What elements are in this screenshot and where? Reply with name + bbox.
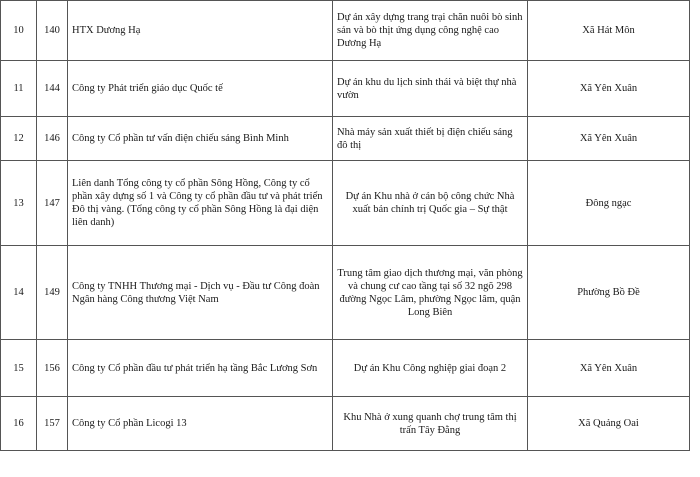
row-number: 16: [1, 397, 37, 451]
project-name: Dự án xây dựng trang trại chăn nuôi bò sinh sản và bò thịt ứng dụng công nghệ cao Dương Hạ: [333, 1, 528, 61]
table-row: [1, 340, 690, 397]
investor-name: Công ty Cổ phần Licogi 13: [68, 397, 333, 451]
project-location: Xã Yên Xuân: [528, 340, 690, 397]
row-number: 11: [1, 61, 37, 117]
investor-name: Công ty Cổ phần tư vấn điện chiếu sáng Bình Minh: [68, 117, 333, 161]
project-code: 146: [37, 117, 68, 161]
project-code: 156: [37, 340, 68, 397]
investor-name: Liên danh Tổng công ty cổ phần Sông Hồng, Công ty cổ phần xây dựng số 1 và Công ty cổ phần đầu tư và phát triển Đô thị vàng. (Tổng công ty cổ phần Sông Hồng là đại diện liên danh): [68, 161, 333, 246]
row-number: 12: [1, 117, 37, 161]
project-name: Dự án khu du lịch sinh thái và biệt thự nhà vườn: [333, 61, 528, 117]
table-row: [1, 117, 690, 161]
investor-name: Công ty Cổ phần đầu tư phát triển hạ tầng Bắc Lương Sơn: [68, 340, 333, 397]
table-row: [1, 1, 690, 61]
project-code: 157: [37, 397, 68, 451]
row-number: 14: [1, 246, 37, 340]
table-row: [1, 161, 690, 246]
investor-name: HTX Dương Hạ: [68, 1, 333, 61]
project-code: 140: [37, 1, 68, 61]
project-name: Trung tâm giao dịch thương mại, văn phòng và chung cư cao tầng tại số 32 ngõ 298 đường Ngọc Lâm, phường Ngọc lâm, quận Long Biên: [333, 246, 528, 340]
project-name: Dự án Khu nhà ở cán bộ công chức Nhà xuất bản chính trị Quốc gia – Sự thật: [333, 161, 528, 246]
project-code: 149: [37, 246, 68, 340]
row-number: 13: [1, 161, 37, 246]
project-code: 144: [37, 61, 68, 117]
row-number: 10: [1, 1, 37, 61]
project-name: Dự án Khu Công nghiệp giai đoạn 2: [333, 340, 528, 397]
project-location: Xã Hát Môn: [528, 1, 690, 61]
investor-name: Công ty TNHH Thương mại - Dịch vụ - Đầu tư Công đoàn Ngân hàng Công thương Việt Nam: [68, 246, 333, 340]
table-row: [1, 397, 690, 451]
project-location: Xã Quảng Oai: [528, 397, 690, 451]
table-row: [1, 61, 690, 117]
project-location: Xã Yên Xuân: [528, 61, 690, 117]
project-name: Nhà máy sản xuất thiết bị điện chiếu sáng đô thị: [333, 117, 528, 161]
investor-name: Công ty Phát triển giáo dục Quốc tế: [68, 61, 333, 117]
row-number: 15: [1, 340, 37, 397]
project-name: Khu Nhà ở xung quanh chợ trung tâm thị trấn Tây Đằng: [333, 397, 528, 451]
project-location: Đông ngạc: [528, 161, 690, 246]
project-location: Xã Yên Xuân: [528, 117, 690, 161]
project-code: 147: [37, 161, 68, 246]
project-location: Phường Bồ Đề: [528, 246, 690, 340]
table-row: [1, 246, 690, 340]
